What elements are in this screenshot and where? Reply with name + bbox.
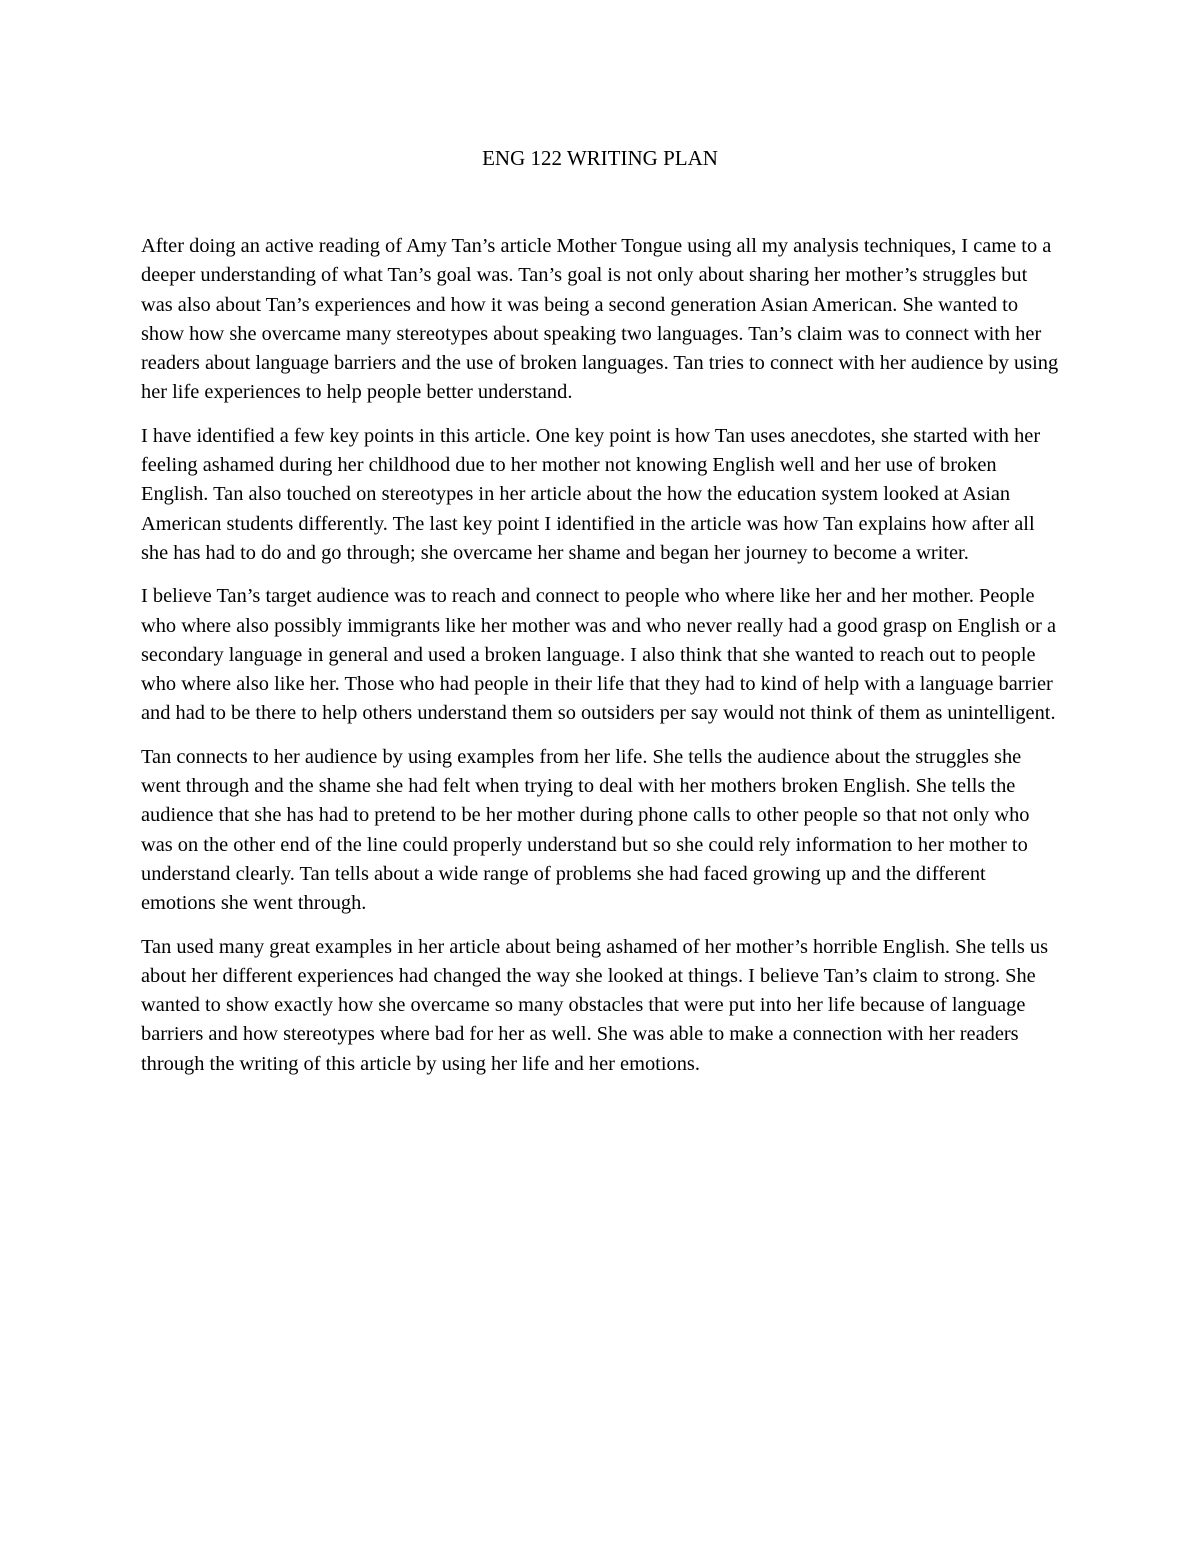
document-body [141,232,1062,1093]
paragraph-1: After doing an active reading of Amy Tan’s article Mother Tongue using all my analysis techniques, I came to a deeper understanding of what Tan’s goal was. Tan’s goal is not only about sharing her mother’s struggles but was also about Tan’s experiences and how it was being a second generation Asian American. She wanted to show how she overcame many stereotypes about speaking two languages. Tan’s claim was to connect with her readers about language barriers and the use of broken languages. Tan tries to connect with her audience by using her life experiences to help people better understand. [141,235,1059,404]
document-title: ENG 122 WRITING PLAN [482,146,718,170]
paragraph-3: I believe Tan’s target audience was to reach and connect to people who where like her and her mother. People who where also possibly immigrants like her mother was and who never really had a good grasp on English or a secondary language in general and used a broken language. I also think that she wanted to reach out to people who where also like her. Those who had people in their life that they had to kind of help with a language barrier and had to be there to help others understand them so outsiders per say would not think of them as unintelligent. [141,585,1057,725]
paragraph-5: Tan used many great examples in her article about being ashamed of her mother’s horrible English. She tells us about her different experiences had changed the way she looked at things. I believe Tan’s claim to strong. She wanted to show exactly how she overcame so many obstacles that were put into her life because of language barriers and how stereotypes where bad for her as well. She was able to make a connection with her readers through the writing of this article by using her life and her emotions. [141,935,1049,1075]
paragraph-4: Tan connects to her audience by using examples from her life. She tells the audience about the struggles she went through and the shame she had felt when trying to deal with her mothers broken English. She tells the audience that she has had to pretend to be her mother during phone calls to other people so that not only who was on the other end of the line could properly understand but so she could rely information to her mother to understand clearly. Tan tells about a wide range of problems she had faced growing up and the different emotions she went through. [141,745,1030,915]
paragraph-2: I have identified a few key points in this article. One key point is how Tan uses anecdotes, she started with her feeling ashamed during her childhood due to her mother not knowing English well and her use of broken English. Tan also touched on stereotypes in her article about the how the education system looked at Asian American students differently. The last key point I identified in the article was how Tan explains how after all she has had to do and go through; she overcame her shame and began her journey to become a writer. [141,424,1041,564]
